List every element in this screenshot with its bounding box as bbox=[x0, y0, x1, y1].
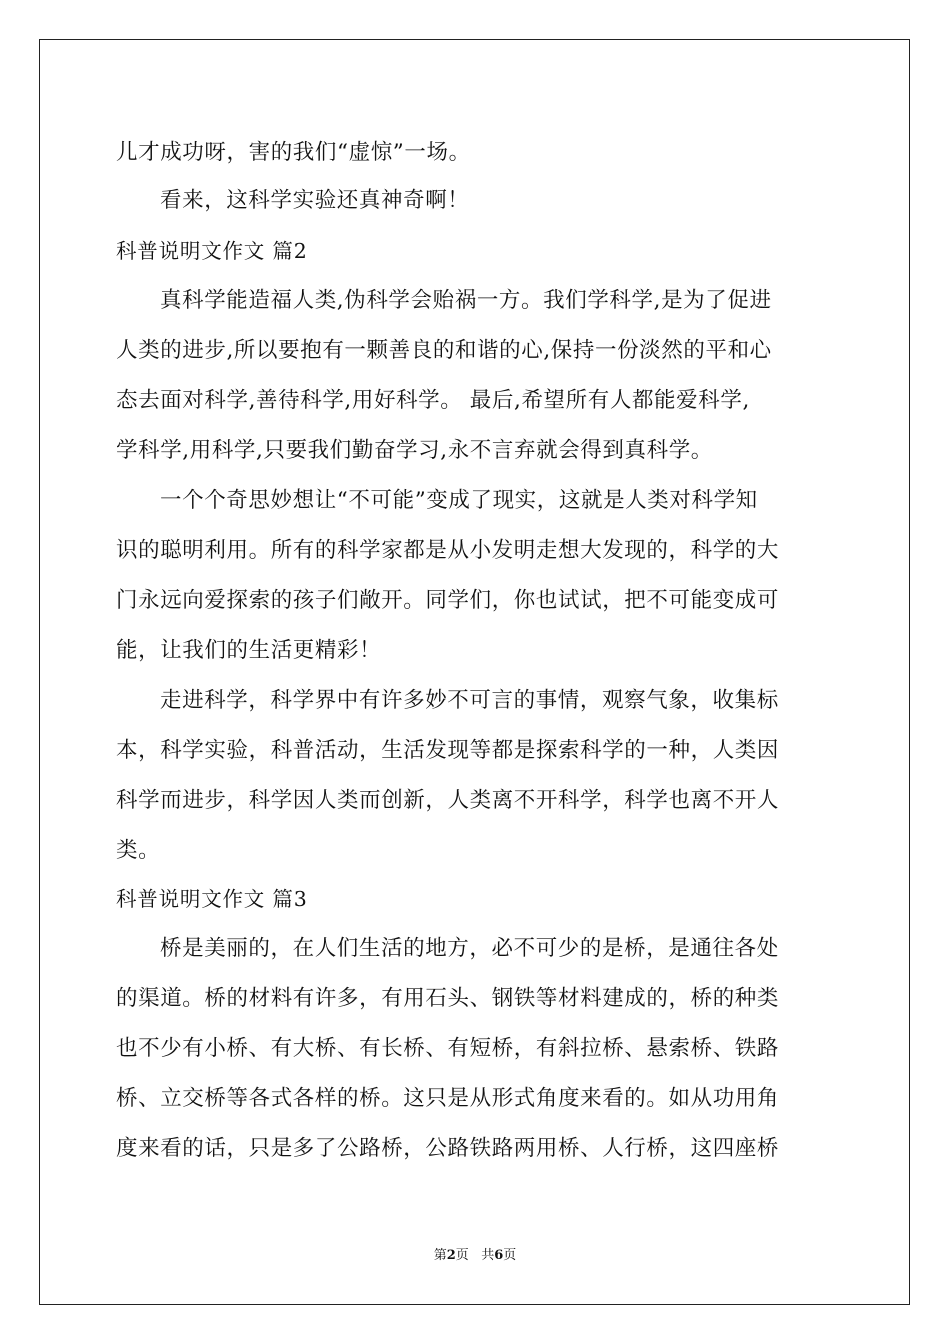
page-border bbox=[39, 39, 910, 1305]
paragraph-line: 儿才成功呀，害的我们“虚惊”一场。 bbox=[116, 140, 471, 165]
paragraph-line: 科学而进步，科学因人类而创新，人类离不开科学，科学也离不开人 bbox=[116, 788, 780, 813]
paragraph-line: 度来看的话，只是多了公路桥，公路铁路两用桥、人行桥，这四座桥 bbox=[116, 1136, 780, 1161]
page-footer bbox=[0, 1248, 950, 1264]
paragraph-line: 走进科学，科学界中有许多妙不可言的事情，观察气象，收集标 bbox=[160, 688, 779, 713]
paragraph-line: 真科学能造福人类,伪科学会贻祸一方。我们学科学,是为了促进 bbox=[160, 288, 772, 313]
paragraph-line: 门永远向爱探索的孩子们敞开。同学们，你也试试，把不可能变成可 bbox=[116, 588, 780, 613]
footer-prefix: 第 bbox=[433, 1248, 447, 1263]
paragraph-line: 本，科学实验，科普活动，生活发现等都是探索科学的一种，人类因 bbox=[116, 738, 780, 763]
paragraph-line: 也不少有小桥、有大桥、有长桥、有短桥，有斜拉桥、悬索桥、铁路 bbox=[116, 1036, 780, 1061]
footer-total-suffix: 页 bbox=[503, 1248, 517, 1263]
paragraph-line: 能，让我们的生活更精彩！ bbox=[116, 638, 382, 663]
paragraph-line: 看来，这科学实验还真神奇啊！ bbox=[160, 188, 470, 213]
paragraph-line: 人类的进步,所以要抱有一颗善良的和谐的心,保持一份淡然的平和心 bbox=[116, 338, 772, 363]
paragraph-line: 态去面对科学,善待科学,用好科学。 最后,希望所有人都能爱科学, bbox=[116, 388, 750, 413]
section-heading: 科普说明文作文 篇2 bbox=[116, 239, 308, 263]
paragraph-line: 一个个奇思妙想让“不可能”变成了现实，这就是人类对科学知 bbox=[160, 488, 758, 513]
current-page-number: 2 bbox=[446, 1248, 456, 1263]
paragraph-line: 的渠道。桥的材料有许多，有用石头、钢铁等材料建成的，桥的种类 bbox=[116, 986, 780, 1011]
paragraph-line: 识的聪明利用。所有的科学家都是从小发明走想大发现的，科学的大 bbox=[116, 538, 780, 563]
section-heading: 科普说明文作文 篇3 bbox=[116, 887, 308, 911]
paragraph-line: 桥、立交桥等各式各样的桥。这只是从形式角度来看的。如从功用角 bbox=[116, 1086, 780, 1111]
paragraph-line: 学科学,用科学,只要我们勤奋学习,永不言弃就会得到真科学。 bbox=[116, 438, 713, 463]
paragraph-line: 类。 bbox=[116, 838, 161, 863]
paragraph-line: 桥是美丽的，在人们生活的地方，必不可少的是桥，是通往各处 bbox=[160, 936, 779, 961]
total-pages-number: 6 bbox=[494, 1248, 504, 1263]
footer-page-word: 页 bbox=[455, 1248, 469, 1263]
footer-total-prefix: 共 bbox=[481, 1248, 495, 1263]
